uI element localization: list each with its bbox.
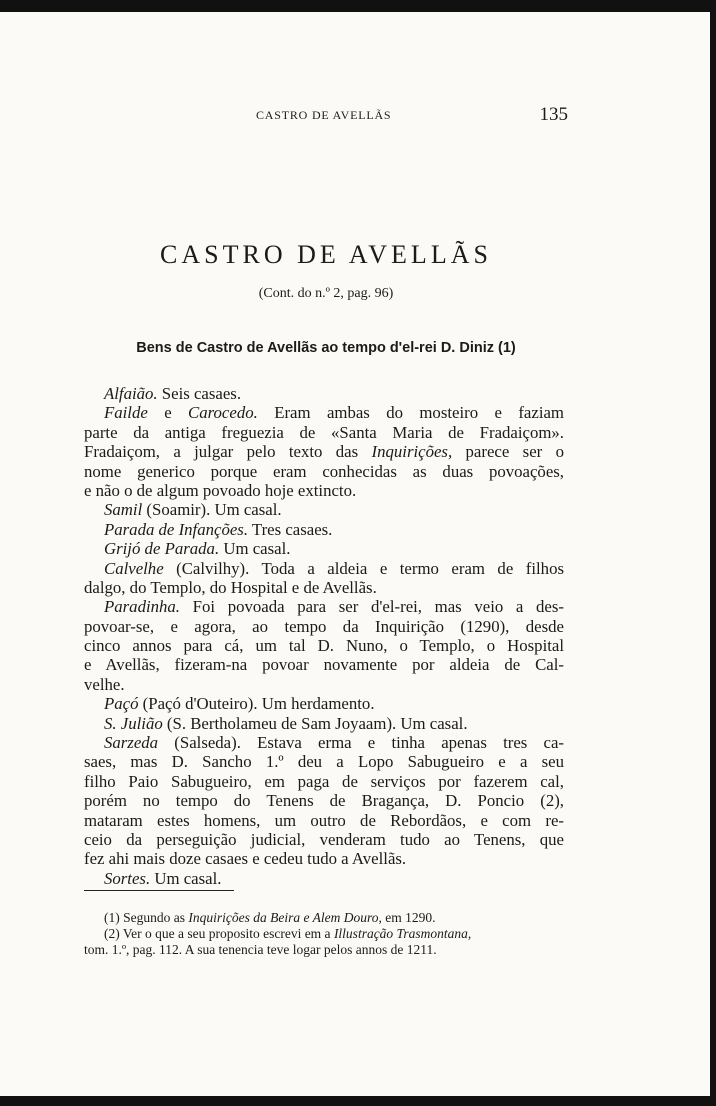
body-line (84, 442, 564, 461)
text-run: filho Paio Sabugueiro, em paga de serviços por fazerem cal, (84, 771, 564, 791)
body-line (84, 597, 564, 616)
text-run: (Paçó d'Outeiro). Um herdamento. (138, 694, 375, 714)
scan-edge-bottom (0, 1096, 716, 1106)
scan-edge-top (0, 0, 716, 12)
body-line (84, 520, 564, 539)
footnote-line (84, 910, 560, 926)
body-line (84, 403, 564, 422)
body-text (84, 384, 564, 888)
text-run: e (147, 403, 189, 423)
section-heading: Bens de Castro de Avellãs ao tempo d'el-rei D. Diniz (1) (136, 340, 516, 356)
body-line (84, 539, 564, 558)
text-run: (Calvilhy). Toda a aldeia e termo eram de filhos (163, 558, 564, 578)
body-line (84, 694, 564, 713)
running-title: CASTRO DE AVELLÃS (256, 108, 392, 122)
text-run: (Soamir). Um casal. (142, 500, 282, 520)
italic-term: Inquirições da Beira e Alem Douro, (188, 910, 382, 925)
body-line (84, 578, 564, 597)
italic-term: Sarzeda (104, 733, 159, 753)
text-run: fez ahi mais doze casaes e cedeu tudo a Avellãs. (84, 849, 407, 869)
italic-term: Alfaião. (104, 384, 158, 403)
text-run: Um casal. (150, 868, 222, 888)
text-run: e não o de algum povoado hoje extincto. (84, 480, 357, 500)
body-line (84, 462, 564, 481)
italic-term: Samil (104, 500, 143, 520)
italic-term: Parada de Infanções. (104, 519, 249, 539)
body-line (84, 636, 564, 655)
body-line (84, 752, 564, 771)
text-run: velhe. (84, 674, 125, 694)
footnote-line (84, 926, 560, 942)
body-line (84, 617, 564, 636)
running-head (84, 104, 568, 128)
italic-term: Inquirições, (371, 442, 453, 462)
text-run: ceio da perseguição judicial, venderam tudo ao Tenens, que (84, 829, 564, 849)
italic-term: S. Julião (104, 713, 163, 733)
footnote-line (84, 942, 560, 958)
body-line (84, 733, 564, 752)
text-run: (S. Bertholameu de Sam Joyaam). Um casal. (162, 713, 468, 733)
article-subtitle: (Cont. do n.º 2, pag. 96) (258, 286, 394, 301)
text-run: parece ser o (452, 442, 564, 462)
italic-term: Failde (104, 403, 148, 423)
text-run: Um casal. (219, 539, 291, 559)
body-line (84, 559, 564, 578)
italic-term: Calvelhe (104, 558, 164, 578)
text-run: (Salseda). Estava erma e tinha apenas tres ca- (158, 733, 564, 753)
body-line (84, 791, 564, 810)
text-run: Seis casaes. (157, 384, 242, 403)
text-run: Fradaiçom, a julgar pelo texto das (84, 442, 372, 462)
italic-term: Paçó (104, 694, 139, 714)
body-line (84, 481, 564, 500)
text-run: nome generico porque eram conhecidas as duas povoações, (84, 461, 564, 481)
body-line (84, 675, 564, 694)
text-run: parte da antiga freguezia de «Santa Maria de Fradaiçom». (84, 422, 564, 442)
page-number: 135 (539, 104, 568, 125)
text-run: porém no tempo do Tenens de Bragança, D. Poncio (2), (84, 791, 564, 811)
body-line (84, 655, 564, 674)
text-run: tom. 1.º, pag. 112. A sua tenencia teve logar pelos annos de 1211. (84, 942, 437, 957)
footnotes (84, 910, 560, 958)
body-line (84, 869, 564, 888)
italic-term: Illustração Trasmontana, (333, 926, 472, 941)
text-run: Foi povoada para ser d'el-rei, mas veio a des- (179, 597, 564, 617)
body-line (84, 384, 564, 403)
text-run: povoar-se, e agora, ao tempo da Inquirição (1290), desde (84, 616, 564, 636)
text-run: e Avellãs, fizeram-na povoar novamente por aldeia de Cal- (84, 655, 564, 675)
body-line (84, 830, 564, 849)
body-line (84, 772, 564, 791)
article-title: CASTRO DE AVELLÃS (160, 240, 492, 269)
text-run: saes, mas D. Sancho 1.º deu a Lopo Sabugueiro e a seu (84, 752, 564, 772)
body-line (84, 811, 564, 830)
italic-term: Sortes. (104, 868, 151, 888)
footnote-rule (84, 890, 234, 891)
italic-term: Grijó de Parada. (104, 539, 220, 559)
text-run: (1) Segundo as (104, 910, 189, 925)
text-run: cinco annos para cá, um tal D. Nuno, o Templo, o Hospital (84, 636, 564, 656)
italic-term: Carocedo. (188, 403, 258, 423)
italic-term: Paradinha. (104, 597, 180, 617)
text-run: mataram estes homens, um outro de Rebordãos, e com re- (84, 810, 564, 830)
body-line (84, 500, 564, 519)
body-line (84, 714, 564, 733)
scan-edge-right (710, 0, 716, 1106)
body-line (84, 423, 564, 442)
body-line (84, 849, 564, 868)
text-run: em 1290. (381, 910, 436, 925)
text-run: dalgo, do Templo, do Hospital e de Avellãs. (84, 577, 377, 597)
text-run: (2) Ver o que a seu proposito escrevi em a (104, 926, 334, 941)
text-run: Eram ambas do mosteiro e faziam (257, 403, 564, 423)
text-run: Tres casaes. (248, 519, 333, 539)
